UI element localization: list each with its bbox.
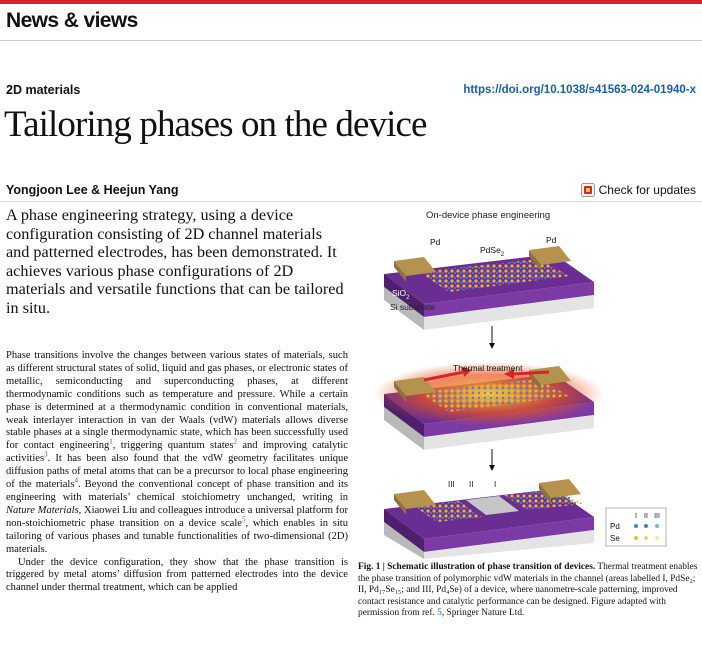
arrow-down-icon xyxy=(489,326,495,349)
check-updates-label: Check for updates xyxy=(598,183,696,197)
author-divider xyxy=(0,201,702,202)
sio2-label: SiO$_2$ xyxy=(392,288,410,301)
citation-link[interactable]: 4 xyxy=(74,476,78,485)
header-divider xyxy=(0,40,702,41)
legend-col-ii: II xyxy=(644,513,648,520)
citation-link[interactable]: 2 xyxy=(233,437,237,446)
si-substrate-label: Si substrate xyxy=(390,302,435,312)
phase-label-ii: II xyxy=(469,480,474,489)
journal-section-title: News & views xyxy=(6,9,138,32)
doi-link[interactable]: https://doi.org/10.1038/s41563-024-01940-x xyxy=(463,84,696,96)
device-phase-patterned xyxy=(384,479,594,559)
article-authors: Yongjoon Lee & Heejun Yang xyxy=(6,183,179,197)
check-for-updates-button[interactable] xyxy=(581,183,696,197)
legend-row-pd: Pd xyxy=(610,522,620,531)
pd-right-label: Pd xyxy=(546,235,557,245)
pd-left-label: Pd xyxy=(430,237,441,247)
phase-label-iii: III xyxy=(448,480,455,489)
phase-legend xyxy=(606,508,666,546)
citation-link[interactable]: 5 xyxy=(241,515,246,524)
figure-illustration xyxy=(354,204,698,559)
caption-ref-link[interactable]: 5 xyxy=(437,608,442,618)
pdse2-label: PdSe$_2$ xyxy=(480,245,505,258)
legend-col-i: I xyxy=(635,513,637,520)
figure-title: On-device phase engineering xyxy=(426,210,551,221)
legend-row-se: Se xyxy=(610,534,620,543)
check-updates-icon xyxy=(581,183,595,197)
body-paragraph-2: Under the device configuration, they show that the phase transition is triggered by metal atoms’ diffusion from patterned electrodes into the device channel under thermal treatment, which can be applied xyxy=(6,556,348,594)
figure-caption: Fig. 1 | Schematic illustration of phase transition of devices. Thermal treatment enables the phase transition of polymorphic vdW materials in the channel (areas labelled I, PdSe₂; II, Pd₁₇Se₁₅; and III, Pd₄Se) of a device, where nanometre-scale patterning, improved contact resistance and catalytic performance can be designed. Figure adapted with permission from ref. 5, Springer Nature Ltd. xyxy=(358,562,698,618)
thermal-treatment-label: Thermal treatment xyxy=(453,363,523,373)
figure-1 xyxy=(354,204,698,559)
article-category: 2D materials xyxy=(6,83,81,97)
body-paragraph-1: Phase transitions involve the changes between various states of materials, such as different structural states of solid, liquid and gas phases, or electronic states of metallic, semiconducting and superconducting phases, at different thermodynamic conditions such as temperature and pressure. While a certain phase is determined at a thermodynamic condition in conventional materials, weak interlayer interaction in van der Waals (vdW) materials allows diverse stable phases at a single thermodynamic state, which has been successfully used for contact engineering$^1$, triggering quantum states$^2$ and improving catalytic activities$^3$. It has been also found that the vdW geometry facilitates unique diffusion paths of metal atoms that can be a precursor to local phase engineering of the materials$^4$. Beyond the conventional concept of phase transition and its engineering with materials’ chemical stoichiometry unchanged, writing in Nature Materials, Xiaowei Liu and colleagues introduce a universal platform for non-stoichiometric phase transition on a device scale$^5$, which enables in situ tailoring of various phases and tunable functionalities of two-dimensional (2D) materials. xyxy=(6,350,348,555)
phase-label-i: I xyxy=(494,480,497,489)
arrow-down-icon xyxy=(489,449,495,471)
citation-link[interactable]: 1 xyxy=(109,437,113,446)
body-text xyxy=(6,350,348,595)
standfirst: A phase engineering strategy, using a device configuration consisting of 2D channel materials and patterned electrodes, has been demonstrated. It achieves various phase configurations of 2D materials and versatile functions that can be tailored in situ. xyxy=(6,206,344,317)
caption-label: Fig. 1 | Schematic illustration of phase transition of devices. xyxy=(358,562,596,572)
citation-link[interactable]: 3 xyxy=(44,450,48,459)
top-accent-bar xyxy=(0,0,702,4)
legend-col-iii: III xyxy=(654,513,660,520)
device-thermal-treatment xyxy=(374,362,604,450)
article-headline: Tailoring phases on the device xyxy=(4,104,427,145)
device-initial xyxy=(384,246,594,330)
